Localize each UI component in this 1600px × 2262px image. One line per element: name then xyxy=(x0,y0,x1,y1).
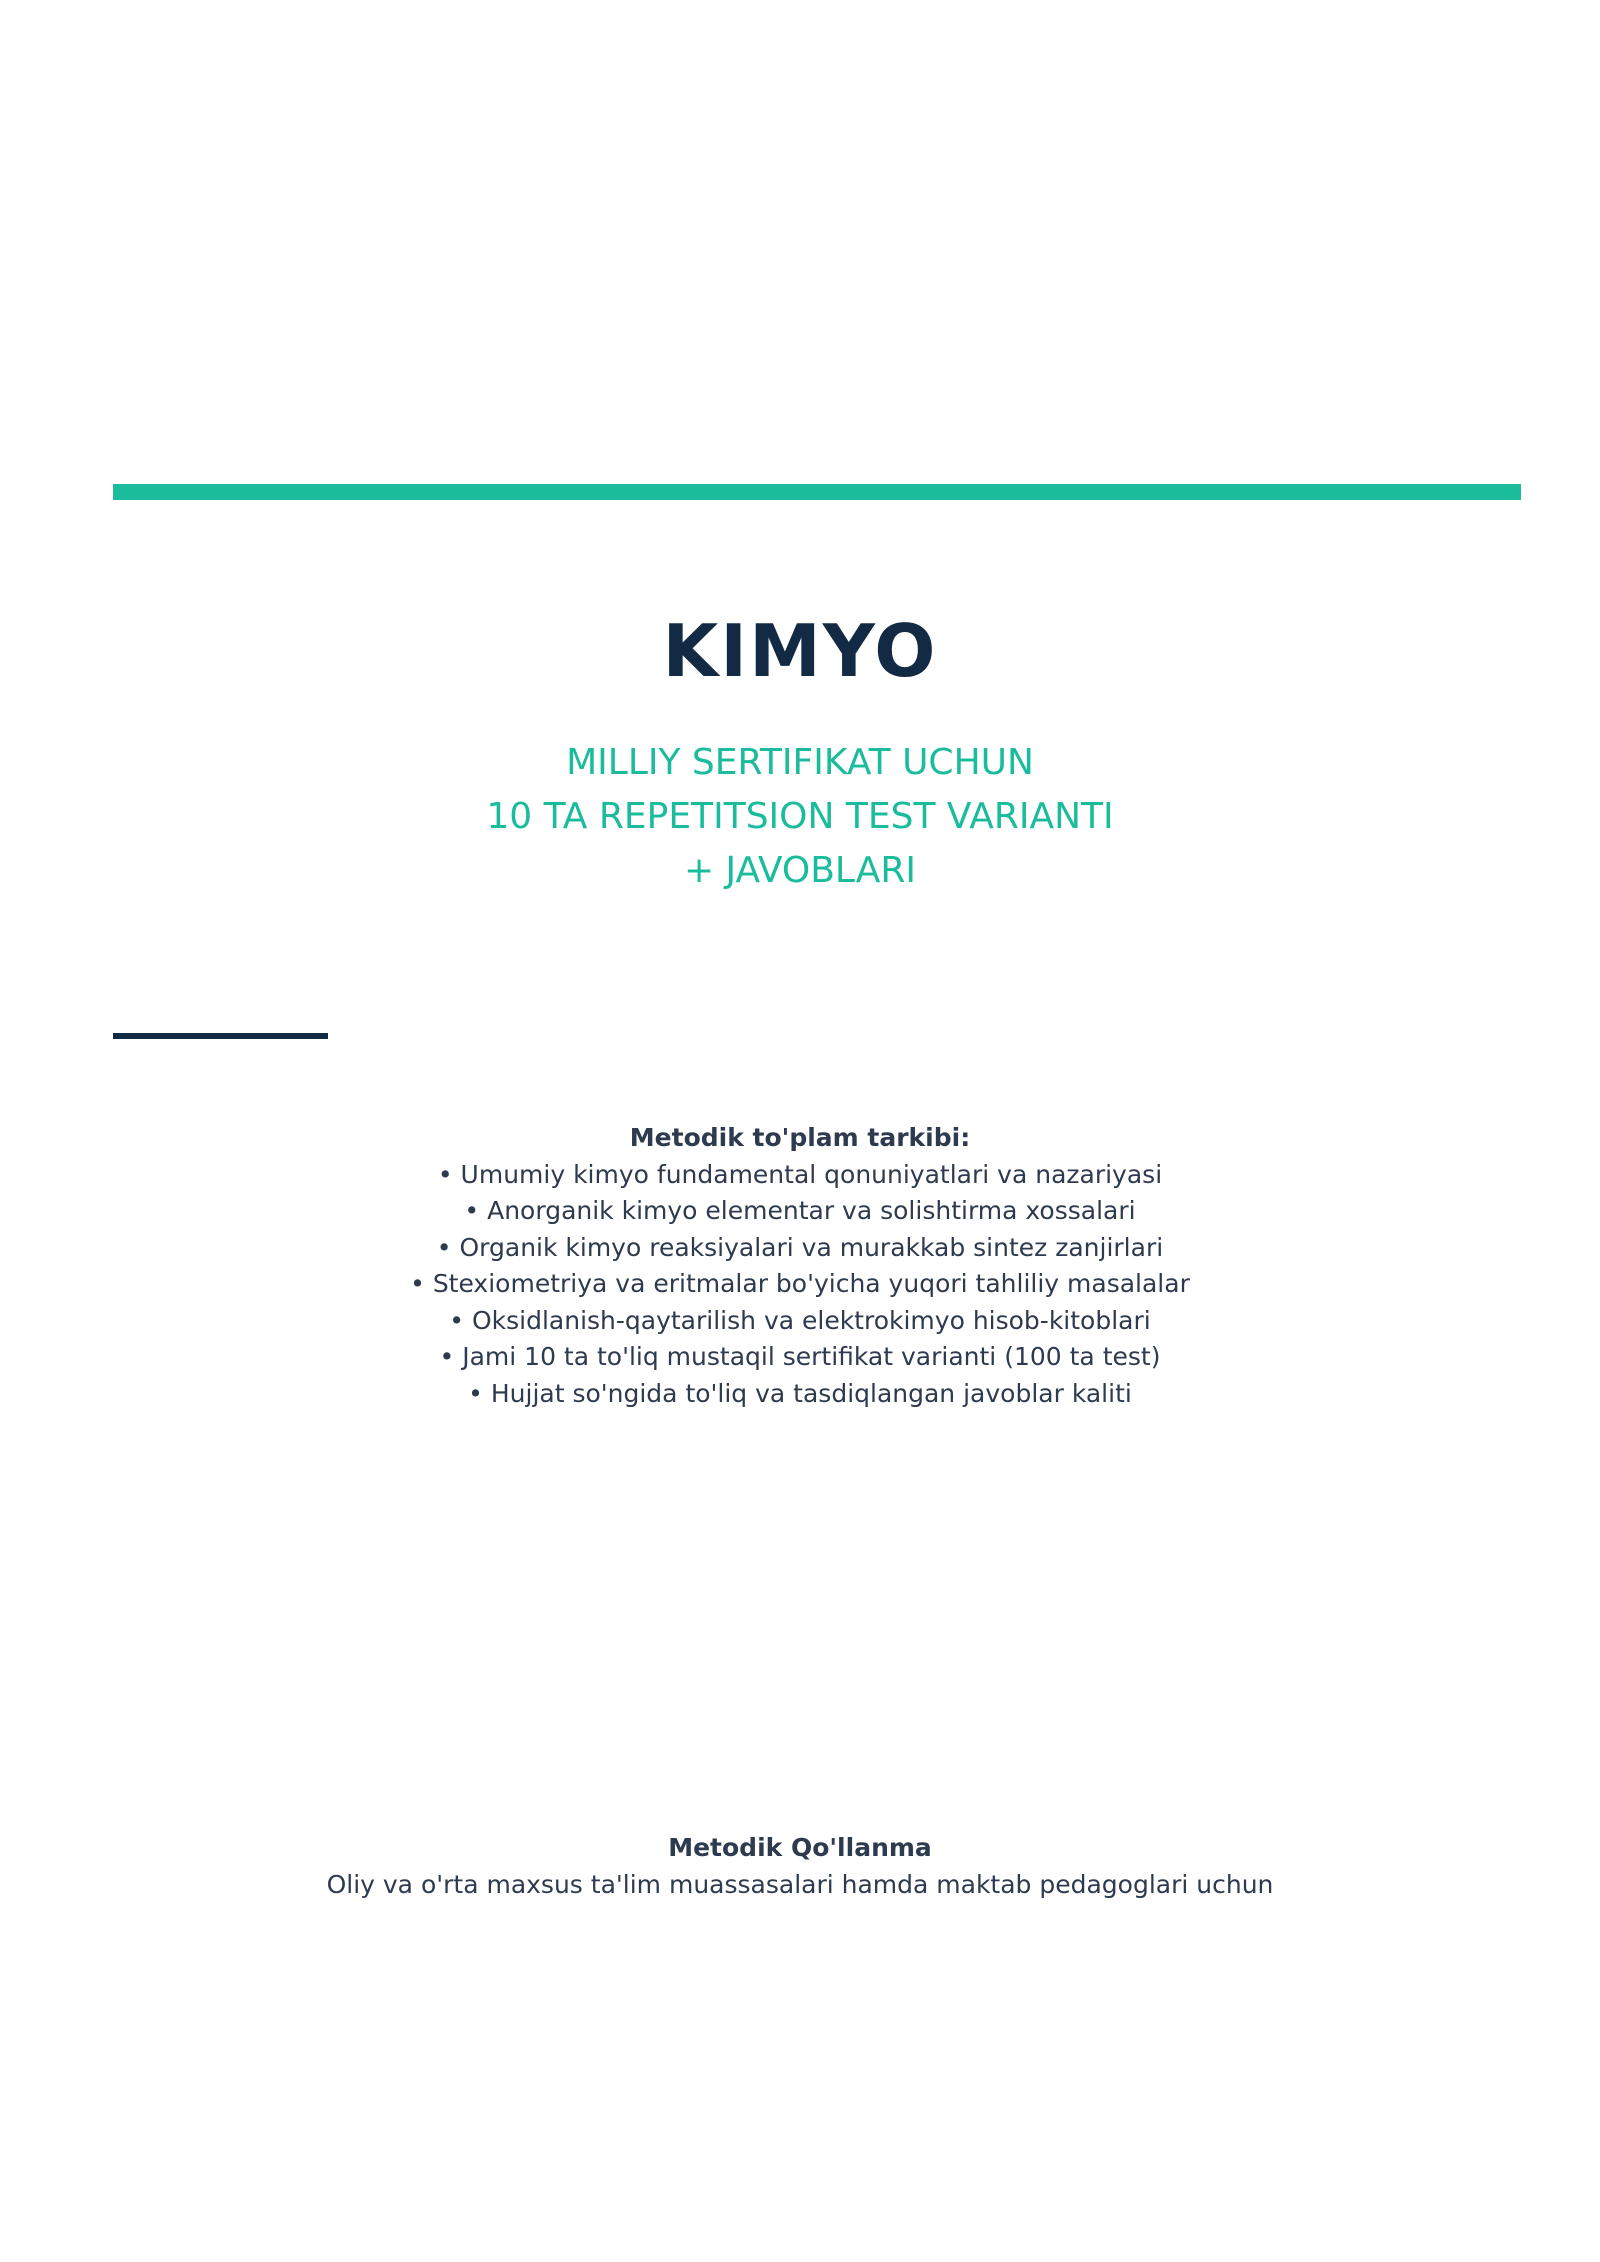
contents-item: • Organik kimyo reaksiyalari va murakkab sintez zanjirlari xyxy=(436,1232,1164,1262)
contents-item: • Oksidlanish-qaytarilish va elektrokimyo hisob-kitoblari xyxy=(449,1305,1151,1335)
document-subtitle xyxy=(0,736,1600,898)
footer-heading: Metodik Qo'llanma xyxy=(668,1833,932,1862)
subtitle-line: + JAVOBLARI xyxy=(683,850,917,891)
section-divider-rule xyxy=(113,1033,328,1039)
contents-heading: Metodik to'plam tarkibi: xyxy=(629,1123,971,1152)
subtitle-line: MILLIY SERTIFIKAT UCHUN xyxy=(566,742,1034,783)
contents-item: • Anorganik kimyo elementar va solishtirma xossalari xyxy=(464,1196,1136,1225)
top-accent-rule xyxy=(113,484,1521,500)
subtitle-line: 10 TA REPETITSION TEST VARIANTI xyxy=(486,796,1114,837)
contents-item: • Hujjat so'ngida to'liq va tasdiqlangan javoblar kaliti xyxy=(468,1378,1132,1408)
footer-audience: Oliy va o'rta maxsus ta'lim muassasalari hamda maktab pedagoglari uchun xyxy=(326,1869,1274,1899)
contents-section xyxy=(0,1120,1600,1412)
contents-item: • Jami 10 ta to'liq mustaqil sertifikat varianti (100 ta test) xyxy=(439,1342,1161,1371)
contents-item: • Stexiometriya va eritmalar bo'yicha yuqori tahliliy masalalar xyxy=(410,1269,1190,1298)
document-title: KIMYO xyxy=(662,609,938,693)
footer-section xyxy=(0,1830,1600,1903)
contents-item: • Umumiy kimyo fundamental qonuniyatlari va nazariyasi xyxy=(437,1159,1163,1189)
